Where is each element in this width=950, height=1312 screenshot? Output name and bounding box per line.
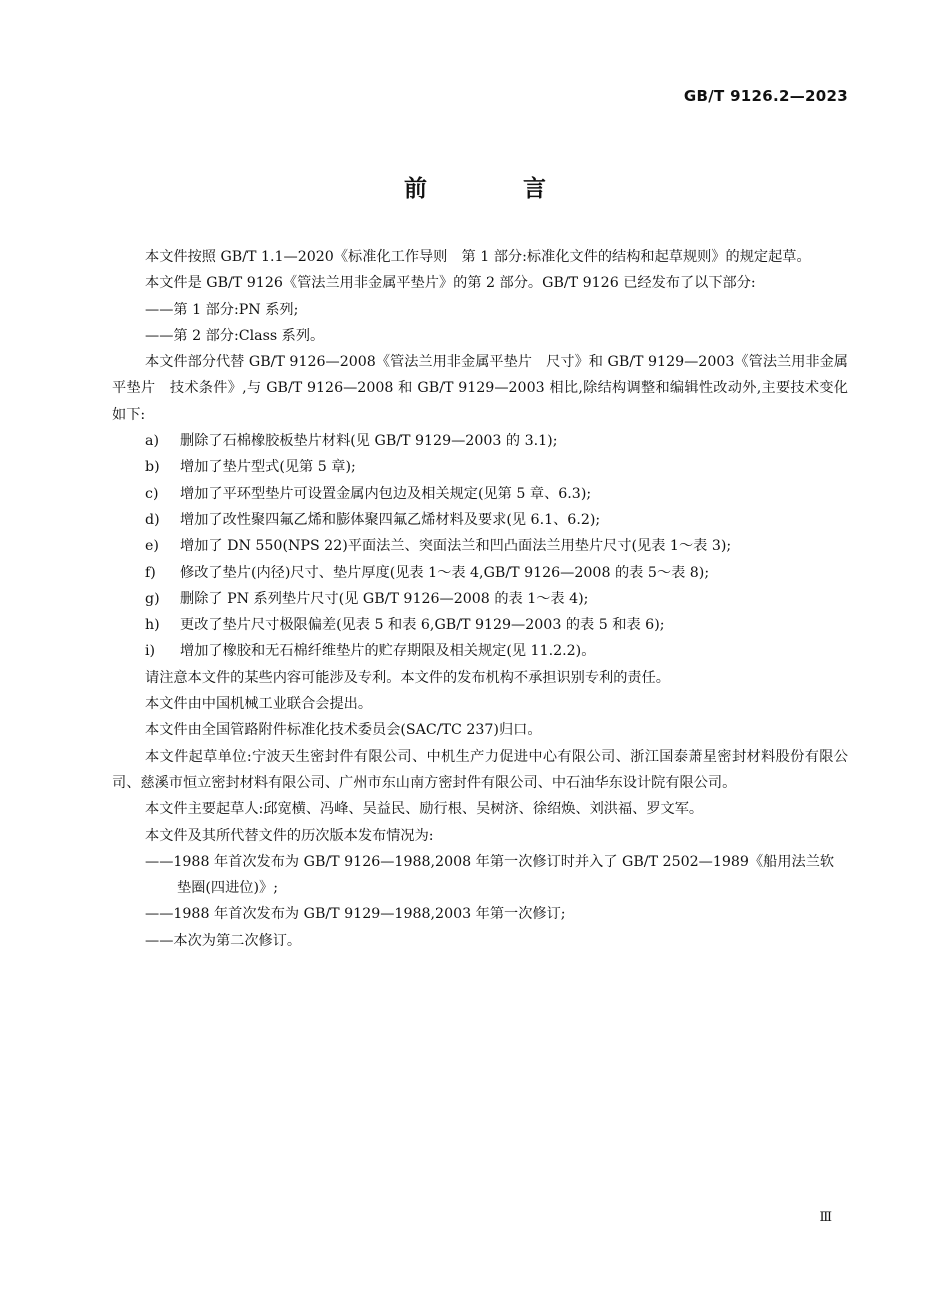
change-text: 增加了 DN 550(NPS 22)平面法兰、突面法兰和凹凸面法兰用垫片尺寸(见表 1～表 3);: [180, 538, 732, 555]
history-item: ——本次为第二次修订。: [145, 932, 302, 949]
change-item: [112, 638, 848, 664]
paragraph-parts-intro: 本文件是 GB/T 9126《管法兰用非金属平垫片》的第 2 部分。GB/T 9126 已经发布了以下部分:: [145, 275, 756, 292]
change-label: b): [145, 459, 160, 476]
paragraph-drafters: 本文件主要起草人:邱宽横、冯峰、吴益民、励行根、吴树济、徐绍焕、刘洪福、罗文军。: [145, 801, 704, 818]
list-item-part-1: ——第 1 部分:PN 系列;: [145, 301, 299, 318]
change-text: 修改了垫片(内径)尺寸、垫片厚度(见表 1～表 4,GB/T 9126—2008 的表 5～表 8);: [180, 564, 710, 581]
change-label: d): [145, 511, 160, 528]
change-item: [112, 586, 848, 612]
paragraph-replacement: 本文件部分代替 GB/T 9126—2008《管法兰用非金属平垫片 尺寸》和 GB/T 9129—2003《管法兰用非金属平垫片 技术条件》,与 GB/T 9126—2008 和 GB/T 9129—2003 相比,除结构调整和编辑性改动外,主要技术变化如下:: [112, 354, 848, 423]
history-item: ——1988 年首次发布为 GB/T 9126—1988,2008 年第一次修订时并入了 GB/T 2502—1989《船用法兰软垫圈(四进位)》;: [145, 853, 835, 897]
history-item: ——1988 年首次发布为 GB/T 9129—1988,2003 年第一次修订;: [145, 906, 566, 923]
change-text: 增加了垫片型式(见第 5 章);: [180, 459, 356, 476]
change-item: [112, 428, 848, 454]
list-item-part-2: ——第 2 部分:Class 系列。: [145, 327, 325, 344]
change-label: c): [145, 485, 159, 502]
change-label: f): [145, 564, 156, 581]
change-label: e): [145, 538, 159, 555]
change-item: [112, 612, 848, 638]
paragraph-committee: 本文件由全国管路附件标准化技术委员会(SAC/TC 237)归口。: [145, 722, 542, 739]
paragraph-drafting-units: 本文件起草单位:宁波天生密封件有限公司、中机生产力促进中心有限公司、浙江国泰萧星密封材料股份有限公司、慈溪市恒立密封材料有限公司、广州市东山南方密封件有限公司、中石油华东设计院有限公司。: [112, 748, 848, 791]
paragraph-history-intro: 本文件及其所代替文件的历次版本发布情况为:: [145, 827, 434, 844]
change-text: 删除了石棉橡胶板垫片材料(见 GB/T 9129—2003 的 3.1);: [180, 433, 558, 450]
change-text: 增加了橡胶和无石棉纤维垫片的贮存期限及相关规定(见 11.2.2)。: [180, 643, 596, 660]
change-item: [112, 481, 848, 507]
change-text: 增加了平环型垫片可设置金属内包边及相关规定(见第 5 章、6.3);: [180, 485, 592, 502]
change-text: 增加了改性聚四氟乙烯和膨体聚四氟乙烯材料及要求(见 6.1、6.2);: [180, 511, 601, 528]
paragraph-drafting-rules: 本文件按照 GB/T 1.1—2020《标准化工作导则 第 1 部分:标准化文件的结构和起草规则》的规定起草。: [145, 249, 811, 265]
change-label: i): [145, 643, 156, 660]
change-label: h): [145, 617, 160, 634]
paragraph-patent-notice: 请注意本文件的某些内容可能涉及专利。本文件的发布机构不承担识别专利的责任。: [145, 669, 670, 686]
page-number: Ⅲ: [819, 1210, 832, 1225]
document-body: [112, 244, 848, 954]
change-text: 删除了 PN 系列垫片尺寸(见 GB/T 9126—2008 的表 1～表 4);: [180, 590, 589, 607]
change-item: [112, 560, 848, 586]
change-item: [112, 454, 848, 480]
change-item: [112, 533, 848, 559]
change-item: [112, 507, 848, 533]
standard-code: GB/T 9126.2—2023: [683, 87, 848, 105]
change-label: g): [145, 590, 160, 607]
change-label: a): [145, 433, 159, 450]
page-title: 前 言: [403, 176, 590, 202]
paragraph-proposer: 本文件由中国机械工业联合会提出。: [145, 696, 373, 713]
change-text: 更改了垫片尺寸极限偏差(见表 5 和表 6,GB/T 9129—2003 的表 5 和表 6);: [180, 617, 665, 634]
